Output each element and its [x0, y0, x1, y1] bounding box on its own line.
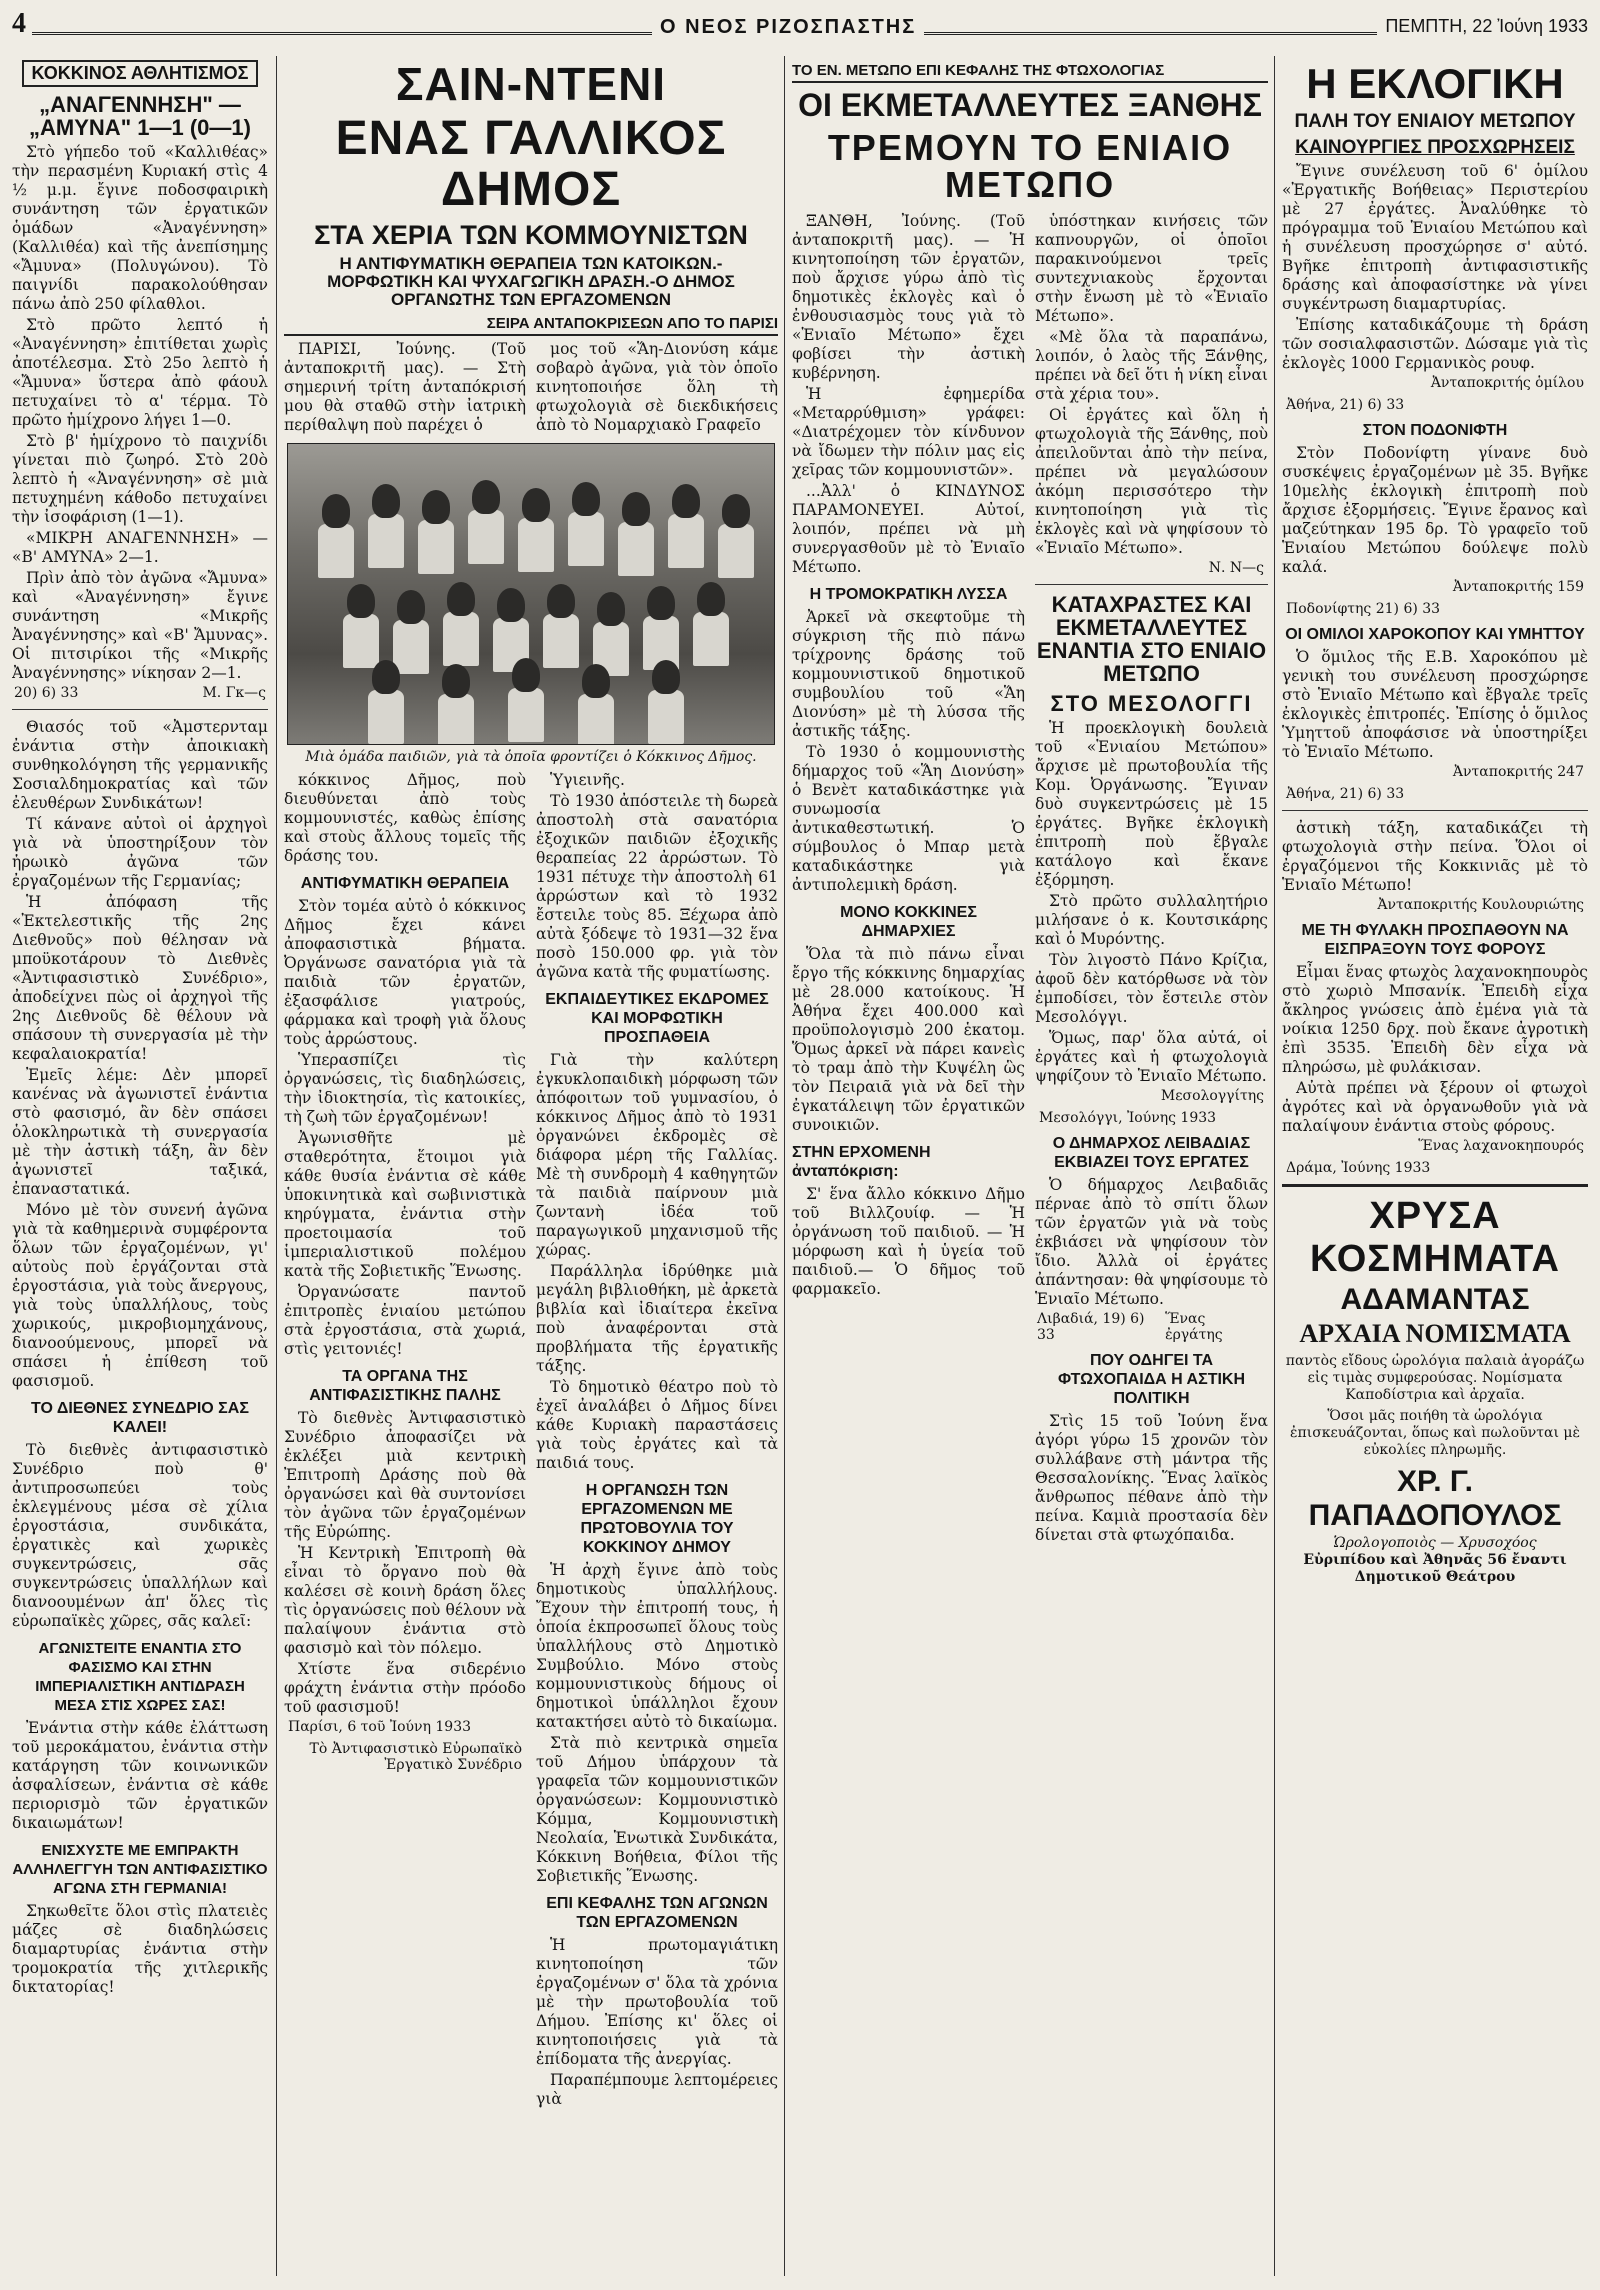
paragraph: Ὀργανώσατε παντοῦ ἐπιτροπὲς ἑνιαίου μετώπου στὰ ἐργοστάσια, στὰ χωριά, στὶς γειτονιές! — [284, 1282, 526, 1358]
section-label: ΚΟΚΚΙΝΟΣ ΑΘΛΗΤΙΣΜΟΣ — [22, 60, 258, 87]
paragraph: Τὸ 1930 ὁ κομμουνιστὴς δήμαρχος τοῦ «Ἅη Διονύση» ὁ Βενὲτ καταδικάστηκε γιὰ συνωμοσία ἀντικαθεστωτική. Ὁ σύμβουλος ὁ Μπαρ μετὰ καταδικάστηκε γιὰ ἀντιπολεμικὴ δράση. — [792, 743, 1025, 895]
ad-text: παντὸς εἴδους ὡρολόγια παλαιὰ ἀγοράζω εἰς τιμὰς συμφερούσας. Νομίσματα Καποδίστρια καὶ ἀρχαῖα. — [1285, 1352, 1585, 1403]
separator — [12, 709, 268, 710]
body-right — [1035, 212, 1268, 1546]
dateline: Ποδονίφτης 21) 6) 33 — [1286, 600, 1441, 617]
signature: Ἀνταποκριτής 247 — [1452, 763, 1584, 780]
body-columns — [792, 212, 1268, 1546]
paragraph: Θιασός τοῦ «Ἀμστερνταμ ἐνάντια στὴν ἀποικιακὴ συνθηκολόγηση τῆς γερμανικῆς Σοσιαλδημοκρατίας καὶ τῶν ἐλευθέρων Συνδικάτων! — [12, 718, 268, 813]
paragraph: Στὸν τομέα αὐτὸ ὁ κόκκινος Δῆμος ἔχει κάνει ἀποφασιστικὰ βήματα. Ὀργάνωσε σανατόρια γιὰ τὰ παιδιὰ τῶν ἐργατῶν, ἐξασφάλισε γιατρούς, φάρμακα καὶ τροφὴ γιὰ ὅλους τοὺς ἀρρώστους. — [284, 896, 526, 1048]
ad-address: Εὐριπίδου καὶ Ἀθηνᾶς 56 ἔναντι Δημοτικοῦ Θεάτρου — [1303, 1551, 1567, 1585]
paragraph: Τὸ 1930 ἀπόστειλε τὴ δωρεὰ ἀποστολὴ στὰ σανατόρια ἐξοχικῶν παιδιῶν ἐξοχικῆς θεραπείας 22 ἀρρώστων. Τὸ 1931 πέτυχε τὴν ἀποστολὴ 61 ἀρρώστων καὶ τὸ 1932 ἔστειλε τοὺς 85. Ξέχωρα ἀπὸ αὐτὰ ξόδεψε τὸ 1931—32 ἕνα ποσὸ 150.000 φρ. γιὰ τὸν ἀγῶνα κατὰ τῆς φυματίωσης. — [536, 791, 778, 981]
paragraph: Πρὶν ἀπὸ τὸν ἀγῶνα «Ἄμυνα» καὶ «Ἀναγέννηση» ἔγινε συνάντηση «Μικρῆς Ἀναγέννησης» καὶ «Β' Ἄμυνας». Οἱ πιτσιρίκοι τῆς «Μικρῆς Ἀναγέννησης» νίκησαν 2—1. — [12, 569, 268, 683]
ad-merchant-name: ΧΡ. Γ. ΠΑΠΑΔΟΠΟΥΛΟΣ — [1308, 1464, 1562, 1532]
paragraph: ΠΑΡΙΣΙ, Ἰούνης. (Τοῦ ἀνταποκριτῆ μας). — Στὴ σημερινή τρίτη ἀνταπόκρισή μου θὰ σταθῶ στὴν ἰατρικὴ περίθαλψη ποὺ παρέχει ὁ — [284, 339, 526, 434]
paragraph: «ΜΙΚΡΗ ΑΝΑΓΕΝΝΗΣΗ» — «Β' ΑΜΥΝΑ» 2—1. — [12, 529, 268, 567]
headline-tertiary: ΚΑΙΝΟΥΡΓΙΕΣ ΠΡΟΣΧΩΡΗΣΕΙΣ — [1295, 137, 1575, 159]
paragraph: Ἡ προεκλογικὴ δουλειὰ τοῦ «Ἑνιαίου Μετώπου» ἄρχισε μὲ πρωτοβουλία τῆς Κομ. Ὀργάνωσης. Ἔγιναν δυὸ συγκεντρώσεις μὲ 15 ἐργάτες. Βγῆκε ἐκλογικὴ ἐπιτροπὴ ποὺ ἔβγαλε κατάλογο καὶ ἔκανε ἐξόρμηση. — [1035, 718, 1268, 889]
ad-subtitle: ΑΔΑΜΑΝΤΑΣ — [1340, 1282, 1530, 1316]
paragraph: ...Ἀλλ' ὁ ΚΙΝΔΥΝΟΣ ΠΑΡΑΜΟΝΕΥΕΙ. Αὐτοί, λοιπόν, πρέπει νὰ μὴ συνεργασθοῦν μὲ τὸ Ἑνιαῖο Μέτωπο. — [792, 482, 1025, 577]
column-rule — [1274, 56, 1275, 2276]
paragraph: Ὑπερασπίζει τὶς ὀργανώσεις, τὶς διαδηλώσεις, τὴν ἰδιοκτησία, τὶς κατοικίες, τὴ ζωὴ τῶν ἐργαζομένων! — [284, 1050, 526, 1126]
paragraph: Στὸ β' ἡμίχρονο τὸ παιχνίδι γίνεται πιὸ ζωηρό. Στὸ 20ὸ λεπτὸ ἡ «Ἀναγέννηση» σὲ μιὰ πετυχημένη κάθοδο πετυχαίνει τὴν ἰσοφάριση (1—1). — [12, 432, 268, 527]
newspaper-title: Ο ΝΕΟΣ ΡΙΖΟΣΠΑΣΤΗΣ — [652, 16, 924, 39]
paragraph: Αὐτὰ πρέπει νὰ ξέρουν οἱ φτωχοὶ ἀγρότες καὶ νὰ ὀργανωθοῦν γιὰ νὰ παλαίψουν ἐνάντια στοὺς φόρους. — [1282, 1078, 1588, 1135]
paragraph: Ἀγωνισθῆτε μὲ σταθερότητα, ἕτοιμοι γιὰ κάθε θυσία ἐνάντια σὲ κάθε ὑποκινητικὰ καὶ σωβινιστικὰ κηρύγματα, ἐνάντια στὴν προετοιμασία τοῦ ἱμπεριαλιστικοῦ πολέμου κατὰ τῆς Σοβιετικῆς Ἕνωσης. — [284, 1128, 526, 1280]
paragraph: Ἐμεῖς λέμε: Δὲν μπορεῖ κανένας νὰ ἀγωνιστεῖ ἐνάντια στὸ φασισμό, ἂν δὲν σπάσει ὁλοκληρωτικὰ τὴ συνεργασία μὲ τὴν ἀστικὴ τάξη, ἂν δὲν ἀγωνιστεῖ ταξικά, ἐπαναστατικά. — [12, 1066, 268, 1199]
paragraph: Τί κάνανε αὐτοὶ οἱ ἀρχηγοὶ γιὰ νὰ ὑποστηρίξουν τὸν ἡρωικὸ ἀγῶνα τῶν ἐργαζομένων τῆς Γερμανίας; — [12, 815, 268, 891]
masthead — [12, 8, 1588, 52]
paragraph: Τὸν λιγοστὸ Πάνο Κρίζια, ἀφοῦ δὲν κατόρθωσε νὰ τὸν ἐμποδίσει, τὸν ἔστειλε στὸν Μεσολόγγι. — [1035, 950, 1268, 1026]
signature: Ἕνας λαχανοκηπουρός — [1418, 1137, 1584, 1154]
column-rule — [276, 56, 277, 2276]
paragraph: Παράλληλα ἱδρύθηκε μιὰ μεγάλη βιβλιοθήκη, μὲ ἀρκετὰ βιβλία καὶ ἰδιαίτερα ἐκεῖνα ποὺ ἀναφέρονται στὰ προβλήματα τῆς ἐργατικῆς τάξης. — [536, 1261, 778, 1375]
paragraph: Στὸν Ποδονίφτη γίνανε δυὸ συσκέψεις ἐργαζομένων μὲ 35. Βγῆκε 10μελὴς ἐκλογικὴ ἐπιτροπὴ ποὺ ἄρχισε ἐξορμήσεις. Ἔγινε ἔρανος καὶ μαζεύτηκαν 195 δρ. Τὸ γραφεῖο τοῦ Ἑνιαίου Μετώπου δούλεψε πολὺ καλά. — [1282, 443, 1588, 576]
body-right — [536, 771, 778, 2111]
paragraph: Στὸ γήπεδο τοῦ «Καλλιθέας» τὴν περασμένη Κυριακή στὶς 4 ½ μ.μ. ἔγινε ποδοσφαιρικὴ συνάντηση τῶν ἐργατικῶν ὁμάδων «Ἀναγέννηση» (Καλλιθέα) καὶ τῆς ἀνεπίσημης «Ἄμυνα» (Πολυγώνου). Τὸ παιγνίδι παρακολούθησαν πάνω ἀπὸ 250 φίλαθλοι. — [12, 143, 268, 314]
article-deck: Η ΑΝΤΙΦΥΜΑΤΙΚΗ ΘΕΡΑΠΕΙΑ ΤΩΝ ΚΑΤΟΙΚΩΝ.-ΜΟΡΦΩΤΙΚΗ ΚΑΙ ΨΥΧΑΓΩΓΙΚΗ ΔΡΑΣΗ.-Ο ΔΗΜΟΣ ΟΡΓΑΝΩΤΗΣ ΤΩΝ ΕΡΓΑΖΟΜΕΝΩΝ — [327, 254, 735, 310]
jewelry-advertisement — [1282, 1195, 1588, 1586]
ad-text: Ὅσοι μᾶς ποιήθη τὰ ὡρολόγια ἐπισκευάζονται, ὅπως καὶ πωλοῦνται μὲ εὐκολίες πληρωμῆς. — [1289, 1407, 1580, 1458]
photo-caption: Μιὰ ὁμάδα παιδιῶν, γιὰ τὰ ὁποῖα φροντίζει ὁ Κόκκινος Δῆμος. — [305, 748, 757, 765]
paragraph: ὑπόστηκαν κινήσεις τῶν καπνουργῶν, οἱ ὁποῖοι παρακινούμενοι τρεῖς συντεχνιακοὺς ἔρχονται στὴν ἔνωση μὲ τὸ «Ἑνιαῖο Μέτωπο». — [1035, 212, 1268, 326]
signature-name: Μ. Γκ—ς — [202, 685, 266, 702]
article-kicker: ΤΟ ΕΝ. ΜΕΤΩΠΟ ΕΠΙ ΚΕΦΑΛΗΣ ΤΗΣ ΦΤΩΧΟΛΟΓΙΑΣ — [792, 62, 1268, 83]
paragraph: Ἡ Κεντρικὴ Ἐπιτροπὴ θὰ εἶναι τὸ ὄργανο ποὺ θὰ καλέσει σὲ κοινὴ δράση ὅλες τὶς ὀργανώσεις ποὺ θέλουν νὰ παλαίψουν ἐνάντια στὸ φασισμὸ καὶ τὸν πόλεμο. — [284, 1543, 526, 1657]
paragraph: Σ' ἕνα ἄλλο κόκκινο Δῆμο τοῦ Βιλλζουίφ. — Ἡ ὀργάνωση τοῦ παιδιοῦ. — Ἡ μόρφωση καὶ ἡ ὑγεία τοῦ παιδιοῦ.— Ὁ δῆμος τοῦ φαρμακεῖο. — [792, 1185, 1025, 1299]
subheading: ΜΟΝΟ ΚΟΚΚΙΝΕΣ ΔΗΜΑΡΧΙΕΣ — [840, 904, 977, 941]
paragraph: Στὶς 15 τοῦ Ἰούνη ἕνα ἀγόρι γύρω 15 χρονῶν τὸν συλλάβανε στὴ μάντρα τῆς Θεσσαλονίκης. Ἕνας λαϊκὸς ἄνθρωπος πέθανε ἀπὸ τὴν πείνα. Καμιὰ προστασία δὲν δίνεται στὰ φτωχόπαιδα. — [1035, 1411, 1268, 1544]
paragraph: Ἡ ἐφημερίδα «Μεταρρύθμιση» γράφει: «Διατρέχομεν τὸν κίνδυνον νὰ ἴδωμεν τὴν πόλιν μας εἰς χεῖρας τῶν κομμουνιστῶν». — [792, 385, 1025, 480]
subheading: ΣΤΗΝ ΕΡΧΟΜΕΝΗ ἀνταπόκριση: — [792, 1144, 931, 1181]
signature-line — [14, 685, 266, 701]
headline-tertiary: ΣΤΑ ΧΕΡΙΑ ΤΩΝ ΚΟΜΜΟΥΝΙΣΤΩΝ — [314, 220, 748, 251]
ad-title: ΧΡΥΣΑ ΚΟΣΜΗΜΑΤΑ — [1310, 1194, 1560, 1280]
paragraph: μος τοῦ «Ἅη-Διονύση κάμε σοβαρὸ ἀγῶνα, γιὰ τὸν ὁποῖο κινητοποιήσε ὅλη τὴ φτωχολογιὰ σὲ διεκδικήσεις ἀπὸ τὸ Νομαρχιακὸ Γραφεῖο — [536, 339, 778, 434]
subheading: ΟΙ ΟΜΙΛΟΙ ΧΑΡΟΚΟΠΟΥ ΚΑΙ ΥΜΗΤΤΟΥ — [1285, 625, 1585, 643]
column-rule — [784, 56, 785, 2276]
headline-secondary: ΕΝΑΣ ΓΑΛΛΙΚΟΣ ΔΗΜΟΣ — [335, 112, 727, 216]
body-left — [792, 212, 1025, 1546]
dateline: Δράμα, Ἰούνης 1933 — [1286, 1159, 1431, 1176]
paragraph: Σηκωθεῖτε ὅλοι στὶς πλατειὲς μάζες σὲ διαδηλώσεις διαμαρτυρίας ἐνάντια στὴν τρομοκρατία τῆς χιτλερικῆς δικτατορίας! — [12, 1902, 268, 1997]
paragraph: Στὸ πρῶτο συλλαλητήριο μιλήσανε ὁ κ. Κουτσικάρης καὶ ὁ Μυρόντης. — [1035, 891, 1268, 948]
paragraph: Παραπέμπουμε λεπτομέρειες γιὰ — [536, 2070, 778, 2108]
article-headline: „ΑΝΑΓΕΝΝΗΣΗ" — „ΑΜΥΝΑ" 1—1 (0—1) — [29, 91, 251, 140]
paragraph: ἀστικὴ τάξη, καταδικάζει τὴ φτωχολογιὰ στὴν πείνα. Ὅλοι οἱ ἐργαζόμενοι τῆς Κοκκινιᾶς μὲ τὸ Ἑνιαῖο Μέτωπο! — [1282, 818, 1588, 894]
paragraph: ΞΑΝΘΗ, Ἰούνης. (Τοῦ ἀνταποκριτῆ μας). — Ἡ κινητοποίηση τῶν ἐργατῶν, ποὺ ἄρχισε γύρω ἀπὸ τὶς δημοτικὲς ἐκλογὲς καὶ ὁ ἐνθουσιασμὸς τους γιὰ τὸ «Ἑνιαῖο Μέτωπο» ἔχει φοβίσει τὴν ἀστικὴ κυβέρνηση. — [792, 212, 1025, 383]
subheading: ΠΟΥ ΟΔΗΓΕΙ ΤΑ ΦΤΩΧΟΠΑΙΔΑ Η ΑΣΤΙΚΗ ΠΟΛΙΤΙΚΗ — [1057, 1351, 1246, 1407]
paragraph: Χτίστε ἕνα σιδερένιο φράχτη ἐνάντια στὴν πρόοδο τοῦ φασισμοῦ! — [284, 1659, 526, 1716]
headline-secondary: ΠΑΛΗ ΤΟΥ ΕΝΙΑΙΟΥ ΜΕΤΩΠΟΥ — [1294, 111, 1576, 133]
paragraph: Στὰ πιὸ κεντρικὰ σημεῖα τοῦ Δήμου ὑπάρχουν τὰ γραφεῖα τῶν κομμουνιστικῶν ὀργανώσεων: Κομμουνιστικὸ Κόμμα, Κομμουνιστικὴ Νεολαία, Ἑνωτικὰ Συνδικάτα, Κόκκινη Βοήθεια, Φίλοι τῆς Σοβιετικῆς Ἕνωσης. — [536, 1733, 778, 1885]
body-columns — [284, 771, 778, 2111]
dateline: Ἀθήνα, 21) 6) 33 — [1286, 785, 1405, 802]
column-sports — [12, 56, 268, 2280]
subheading: ΤΑ ΟΡΓΑΝΑ ΤΗΣ ΑΝΤΙΦΑΣΙΣΤΙΚΗΣ ΠΑΛΗΣ — [309, 1367, 501, 1404]
paragraph: Τὸ δημοτικὸ θέατρο ποὺ τὸ ἐχεῖ ἀναλάβει ὁ Δῆμος δίνει κάθε Κυριακὴ παραστάσεις γιὰ τοὺς ἐργάτες καὶ τὰ παιδιά τους. — [536, 1377, 778, 1472]
subheading: Ο ΔΗΜΑΡΧΟΣ ΛΕΙΒΑΔΙΑΣ ΕΚΒΙΑΖΕΙ ΤΟΥΣ ΕΡΓΑΤΕΣ — [1052, 1134, 1251, 1171]
signature-name: Ἕνας ἐργάτης — [1165, 1310, 1223, 1343]
paragraph: Ἡ ἀρχὴ ἔγινε ἀπὸ τοὺς δημοτικοὺς ὑπαλλήλους. Ἔχουν τὴν ἐπιτροπή τους, ἡ ὁποία ἐκπροσωπεῖ ὅλους τοὺς ὑπαλλήλους στὸ Δημοτικὸ Συμβούλιο. Μόνο στοὺς κομμουνιστικοὺς δήμους οἱ δημοτικοὶ ὑπάλληλοι ἔχουν κατακτήσει αὐτὸ τὸ δικαίωμα. — [536, 1560, 778, 1731]
paragraph: Τὸ διεθνὲς Ἀντιφασιστικὸ Συνέδριο ἀποφασίζει νὰ ἐκλέξει μιὰ κεντρικὴ Ἐπιτροπὴ Δράσης ποὺ θὰ ὀργανώσει καὶ θὰ συντονίσει τὸν ἀγῶνα τῶν ἐργαζομένων τῆς Εὐρώπης. — [284, 1408, 526, 1541]
paragraph: Ἡ ἀπόφαση τῆς «Ἐκτελεστικῆς τῆς 2ης Διεθνοῦς» ποὺ θέλησαν νὰ μποϋκοτάρουν τὸ Διεθνὲς «Ἀντιφασιστικὸ Συνέδριο», ἀποδείχνει πὼς οἱ ἀρχηγοὶ τῆς 2ης Διεθνοῦς δὲ θέλουν νὰ σπάσουν τὴ συνεργασία μὲ τὴν κεφαλαιοκρατία! — [12, 893, 268, 1064]
issue-date: ΠΕΜΠΤΗ, 22 Ἰούνη 1933 — [1377, 16, 1588, 37]
subheading: ΕΠΙ ΚΕΦΑΛΗΣ ΤΩΝ ΑΓΩΝΩΝ ΤΩΝ ΕΡΓΑΖΟΜΕΝΩΝ — [546, 1894, 768, 1931]
paragraph: Οἱ ἐργάτες καὶ ὅλη ἡ φτωχολογιὰ τῆς Ξάνθης, ποὺ ἀπειλοῦνται ἀπὸ τὴν πείνα, πρέπει νὰ μεγαλώσουν ἀκόμη περισσότερο τὴν κινητοποίηση γιὰ τὶς ἐκλογὲς καὶ νὰ ψηφίσουν τὸ «Ἑνιαῖο Μέτωπο». — [1035, 406, 1268, 558]
ad-separator — [1282, 1184, 1588, 1187]
subheading: Η ΤΡΟΜΟΚΡΑΤΙΚΗ ΛΥΣΣΑ — [809, 586, 1008, 604]
paragraph: Ὁ ὅμιλος τῆς Ε.Β. Χαροκόπου μὲ γενικὴ του συνέλευση προσχώρησε στὸ Ἑνιαῖο Μέτωπο καὶ ἔβγαλε τρεῖς ἐκλογικὲς ἐπιτροπές. Ἐπίσης ὁ ὅμιλος Ὑμηττοῦ ἀποφάσισε νὰ ὑποστηρίξει τὸ Ἑνιαῖο Μέτωπο. — [1282, 647, 1588, 761]
children-photo — [287, 443, 775, 745]
separator — [1282, 810, 1588, 811]
paragraph: Ὅλα τὰ πιὸ πάνω εἶναι ἔργο τῆς κόκκινης δημαρχίας μὲ 28.000 κατοίκους. Ἡ Ἀθήνα ἔχει 400.000 καὶ προϋπολογισμὸ 200 ἑκατομ. Ὅμως ἀρκεῖ νὰ πάρει κανεὶς τὸ τραμ ἀπὸ τὴν Κυψέλη ὣς τὸν Πειραιᾶ γιὰ νὰ δεῖ τὴν ἐγκατάλειψη τῶν ἐργατικῶν συνοικιῶν. — [792, 945, 1025, 1135]
signature: Ἀνταποκριτής Κουλουριώτης — [1377, 896, 1584, 913]
headline-primary: Η ΕΚΛΟΓΙΚΗ — [1306, 60, 1564, 107]
signature-date: 20) 6) 33 — [14, 685, 79, 702]
series-kicker: ΣΕΙΡΑ ΑΝΤΑΠΟΚΡΙΣΕΩΝ ΑΠΟ ΤΟ ΠΑΡΙΣΙ — [284, 315, 778, 336]
dateline: Ἀθήνα, 21) 6) 33 — [1286, 396, 1405, 413]
paragraph: Γιὰ τὴν καλύτερη ἐγκυκλοπαιδικὴ μόρφωση τῶν ἀπόφοιτων τοῦ γυμνασίου, ὁ κόκκινος Δῆμος ἀπὸ τὸ 1931 ὀργανώνει ἐκδρομὲς σὲ διάφορα μέρη τῆς Γαλλίας. Μὲ τὴ συνδρομὴ 4 καθηγητῶν τὰ παιδιὰ παίρνουν μιὰ ζωντανὴ ἰδέα τοῦ παραγωγικοῦ μηχανισμοῦ τῆς χώρας. — [536, 1050, 778, 1259]
paragraph: κόκκινος Δῆμος, ποὺ διευθύνεται ἀπὸ τοὺς κομμουνιστές, καθὼς ἐπίσης καὶ στοὺς ἄλλους τομεῖς τῆς δράσης του. — [284, 770, 526, 865]
column-xanthi — [792, 56, 1268, 2280]
signature: Ἀνταποκριτής ὁμίλου — [1430, 374, 1584, 391]
column-saint-denis — [284, 56, 778, 2280]
headline-primary: ΟΙ ΕΚΜΕΤΑΛΛΕΥΤΕΣ ΞΑΝΘΗΣ — [798, 87, 1262, 123]
subheading: ΤΟ ΔΙΕΘΝΕΣ ΣΥΝΕΔΡΙΟ ΣΑΣ ΚΑΛΕΙ! — [31, 1400, 249, 1437]
boxed-headline: ΚΑΤΑΧΡΑΣΤΕΣ ΚΑΙ ΕΚΜΕΤΑΛΛΕΥΤΕΣ ΕΝΑΝΤΙΑ ΣΤΟ ΕΝΙΑΙΟ ΜΕΤΩΠΟ — [1036, 592, 1267, 687]
paragraph: Ὁ δήμαρχος Λειβαδιᾶς πέρναε ἀπὸ τὸ σπίτι ὅλων τῶν ἐργατῶν γιὰ νὰ τοὺς ἐκβιάσει νὰ ψηφίσουν τὸν ἴδιο. Ἀλλὰ οἱ ἐργάτες ἀπάντησαν: θὰ ψηφίσουμε τὸ Ἑνιαῖο Μέτωπο. — [1035, 1175, 1268, 1308]
paragraph: Ἐπίσης καταδικάζουμε τὴ δράση τῶν σοσιαλφασιστῶν. Δώσαμε γιὰ τὶς ἐκλογὲς 1000 Γερμανικὸς ρουφ. — [1282, 315, 1588, 372]
column-elections — [1282, 56, 1588, 2280]
paragraph: Ὑγιεινῆς. — [550, 770, 625, 789]
boxed-place: ΣΤΟ ΜΕΣΟΛΟΓΓΙ — [1050, 690, 1253, 716]
headline-secondary: ΤΡΕΜΟΥΝ ΤΟ ΕΝΙΑΙΟ ΜΕΤΩΠΟ — [827, 126, 1233, 206]
separator — [1035, 584, 1268, 585]
subheading: ΣΤΟΝ ΠΟΔΟΝΙΦΤΗ — [1362, 421, 1508, 439]
paragraph: «Μὲ ὅλα τὰ παραπάνω, λοιπόν, ὁ λαὸς τῆς Ξάνθης, πρέπει νὰ δεῖ ὅτι ἡ νίκη εἶναι στὰ χέρια του». — [1035, 328, 1268, 404]
signature-line — [1037, 1311, 1266, 1343]
dateline: Παρίσι, 6 τοῦ Ἰούνη 1933 — [288, 1718, 472, 1735]
subheading: Η ΟΡΓΑΝΩΣΗ ΤΩΝ ΕΡΓΑΖΟΜΕΝΩΝ ΜΕ ΠΡΩΤΟΒΟΥΛΙΑ ΤΟΥ ΚΟΚΚΙΝΟΥ ΔΗΜΟΥ — [580, 1481, 734, 1556]
headline-primary: ΣΑΙΝ-ΝΤΕΝΙ — [395, 58, 667, 110]
slogan: ΕΝΙΣΧΥΣΤΕ ΜΕ ΕΜΠΡΑΚΤΗ ΑΛΛΗΛΕΓΓΥΗ ΤΩΝ ΑΝΤΙΦΑΣΙΣΤΙΚΟ ΑΓΩΝΑ ΣΤΗ ΓΕΡΜΑΝΙΑ! — [12, 1842, 268, 1898]
page-number: 4 — [12, 8, 32, 40]
paragraph: Τὸ διεθνὲς ἀντιφασιστικὸ Συνέδριο ποὺ θ' ἀντιπροσωπεύει τοὺς ἐκλεγμένους μέσα σὲ χίλια ἐργοστάσια, συνδικάτα, ἐργατικὲς καὶ χωρικὲς συγκεντρώσεις, σᾶς συγκεντρώσεις ὑπαλλήλων καὶ διανοουμένων ἀπ' ὅλες τὶς εὐρωπαϊκὲς χῶρες, σᾶς καλεῖ: — [12, 1441, 268, 1631]
subheading: ΜΕ ΤΗ ΦΥΛΑΚΗ ΠΡΟΣΠΑΘΟΥΝ ΝΑ ΕΙΣΠΡΑΞΟΥΝ ΤΟΥΣ ΦΟΡΟΥΣ — [1301, 921, 1569, 958]
signature: Τὸ Ἀντιφασιστικὸ Εὐρωπαϊκὸ Ἐργατικὸ Συνέδριο — [309, 1740, 522, 1773]
paragraph: Ἡ πρωτομαγιάτικη κινητοποίηση τῶν ἐργαζομένων σ' ὅλα τὰ χρόνια μὲ τὴν πρωτοβουλία τοῦ Δήμου. Ἐπίσης κι' ὅλες οἱ κινητοποιήσεις γιὰ τὰ ἐπίδοματα τῆς ἀνεργίας. — [536, 1935, 778, 2068]
signature: Μεσολογγίτης — [1160, 1087, 1264, 1104]
body-left — [284, 771, 526, 2111]
signature-date: Λιβαδιά, 19) 6) 33 — [1037, 1310, 1145, 1343]
dateline: Μεσολόγγι, Ἰούνης 1933 — [1039, 1109, 1217, 1126]
paragraph: Μόνο μὲ τὸν συνενή ἀγῶνα γιὰ τὰ καθημερινὰ συμφέροντα ὅλων τῶν ἐργαζομένων, γι' αὐτοὺς ποὺ ἐργάζονται στὰ ἐργοστάσια, γιὰ τοὺς ἄνεργους, γιὰ τοὺς ὑπαλλήλους, τοὺς χωρικούς, μικροβιομηχάνους, διανοούμενους, μπορεῖ νὰ σπάσει ἡ ἐπίθεση τοῦ φασισμοῦ. — [12, 1201, 268, 1391]
paragraph: Ἀρκεῖ νὰ σκεφτοῦμε τὴ σύγκριση τῆς πιὸ πάνω τρίχρονης δράσης τοῦ κομμουνιστικοῦ δημοτικοῦ συμβουλίου τοῦ «Ἅη Διονύση» μὲ τὴ λύσσα τῆς ἀστικῆς τάξης. — [792, 608, 1025, 741]
paragraph: Στὸ πρῶτο λεπτό ἡ «Ἀναγέννηση» ἐπιτίθεται χωρὶς ἀποτέλεσμα. Στὸ 25ο λεπτὸ ἡ «Ἄμυνα» ὕστερα ἀπὸ φάουλ πετυχαίνει τὸ α' τέρμα. Τὸ πρῶτο ἡμίχρονο λήγει 1—0. — [12, 316, 268, 430]
slogan: ΑΓΩΝΙΣΤΕΙΤΕ ΕΝΑΝΤΙΑ ΣΤΟ ΦΑΣΙΣΜΟ ΚΑΙ ΣΤΗΝ ΙΜΠΕΡΙΑΛΙΣΤΙΚΗ ΑΝΤΙΔΡΑΣΗ ΜΕΣΑ ΣΤΙΣ ΧΩΡΕΣ ΣΑΣ! — [35, 1640, 245, 1715]
paragraph: Εἶμαι ἕνας φτωχὸς λαχανοκηπουρὸς στὸ χωριὸ Μπσανίκ. Ἐπειδὴ εἶχα ἄκληρος γνώσεις ἀπὸ ἐμένα γιὰ τὰ νοίκια 1250 δρχ. ποὺ ἔκανε ἀγροτικὴ ἐπὶ 3535. Ἐπειδὴ δὲν εἶχα νὰ πληρώσω, μὲ φυλάκισαν. — [1282, 962, 1588, 1076]
signature: Ἀνταποκριτής 159 — [1452, 578, 1584, 595]
lead-columns — [284, 340, 778, 437]
ad-merchant-role: Ὡρολογοποιὸς — Χρυσοχόος — [1333, 1534, 1537, 1551]
paragraph: Ὅμως, παρ' ὅλα αὐτά, οἱ ἐργάτες καὶ ἡ φτωχολογιὰ ψηφίζουν τὸ Ἑνιαῖο Μέτωπο. — [1035, 1028, 1268, 1085]
signature: Ν. Ν—ς — [1208, 560, 1264, 577]
paragraph: Ἔγινε συνέλευση τοῦ 6' ὁμίλου «Ἐργατικῆς Βοήθειας» Περιστερίου μὲ 27 ἐργάτες. Ἀναλύθηκε τὸ πρόγραμμα τοῦ Ἑνιαίου Μετώπου καὶ ἡ συνέλευση προσχώρησε σ' αὐτό. Βγῆκε ἐπιτροπὴ ἀντιφασιστικῆς δράσης καὶ ἀποφασίστηκε νὰ γίνει συγκέντρωση διαμαρτυρίας. — [1282, 161, 1588, 313]
paragraph: Ἐνάντια στὴν κάθε ἐλάττωση τοῦ μεροκάματου, ἐνάντια στὴν κατάργηση τῶν κοινωνικῶν ἀσφαλίσεων, ἐνάντια σὲ κάθε περιορισμὸ τῶν ἐργατικῶν δικαιωμάτων! — [12, 1719, 268, 1833]
subheading: ΕΚΠΑΙΔΕΥΤΙΚΕΣ ΕΚΔΡΟΜΕΣ ΚΑΙ ΜΟΡΦΩΤΙΚΗ ΠΡΟΣΠΑΘΕΙΑ — [545, 990, 769, 1046]
subheading: ΑΝΤΙΦΥΜΑΤΙΚΗ ΘΕΡΑΠΕΙΑ — [300, 874, 510, 892]
ad-subtitle-2: ΑΡΧΑΙΑ ΝΟΜΙΣΜΑΤΑ — [1299, 1318, 1571, 1348]
